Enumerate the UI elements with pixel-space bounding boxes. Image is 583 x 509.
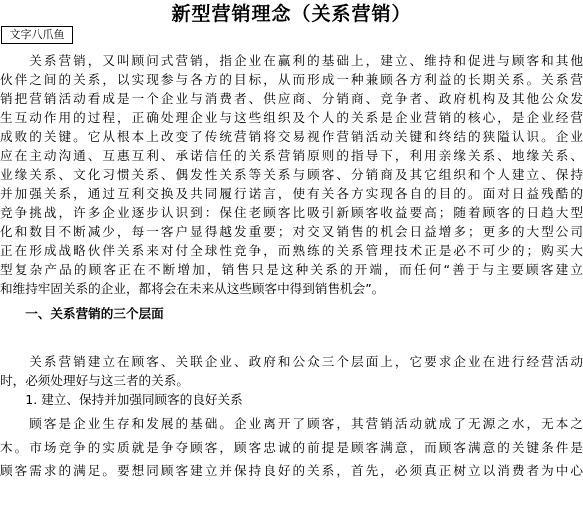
paragraph-line: 并加强关系，通过互利交换及共同履行诺言，使有关各方实现各自的目的。面对日益残酷的 xyxy=(0,186,583,201)
paragraph-line: 化和数目不断减少，每一客户显得越发重要；对交叉销售的机会日益增多；更多的大型公司 xyxy=(0,224,583,239)
paragraph-line: 和维持牢固关系的企业，都将会在未来从这些顾客中得到销售机会”。 xyxy=(0,281,385,296)
paragraph-line: 关系营销建立在顾客、关联企业、政府和公众三个层面上，它要求企业在进行经营活动 xyxy=(0,354,583,369)
paragraph-line: 竞争挑战，许多企业逐步认识到：保住老顾客比吸引新顾客收益要高；随着顾客的日趋大型 xyxy=(0,205,583,220)
paragraph-line: 正在形成战略伙伴关系来对付全球性竞争，而熟练的关系管理技术正是必不可少的；购买大 xyxy=(0,243,583,258)
paragraph-line: 顾客是企业生存和发展的基础。企业离开了顾客，其营销活动就成了无源之水，无本之 xyxy=(0,416,583,431)
subsection-heading: 1. 建立、保持并加强同顾客的良好关系 xyxy=(0,392,243,407)
source-tag: 文字八爪鱼 xyxy=(1,26,73,44)
paragraph-line: 关系营销，又叫顾问式营销，指企业在赢利的基础上，建立、维持和促进与顾客和其他 xyxy=(0,53,583,68)
paragraph-line: 成败的关键。它从根本上改变了传统营销将交易视作营销活动关键和终结的狭隘认识。企业 xyxy=(0,129,583,144)
section-heading: 一、关系营销的三个层面 xyxy=(0,306,164,321)
paragraph-line: 应在主动沟通、互惠互利、承诺信任的关系营销原则的指导下，利用亲缘关系、地缘关系、 xyxy=(0,148,583,163)
paragraph-line: 型复杂产品的顾客正在不断增加，销售只是这种关系的开端，而任何“善于与主要顾客建立 xyxy=(0,262,583,277)
paragraph-line: 时，必须处理好与这三者的关系。 xyxy=(0,373,189,388)
paragraph-line: 顾客需求的满足。要想同顾客建立并保持良好的关系，首先，必须真正树立以消费者为中心 xyxy=(0,463,583,478)
paragraph-line: 木。市场竞争的实质就是争夺顾客，顾客忠诚的前提是顾客满意，而顾客满意的关键条件是 xyxy=(0,440,583,455)
paragraph-line: 伙伴之间的关系，以实现参与各方的目标，从而形成一种兼顾各方利益的长期关系。关系营 xyxy=(0,72,583,87)
paragraph-line: 业缘关系、文化习惯关系、偶发性关系等关系与顾客、分销商及其它组织和个人建立、保持 xyxy=(0,167,583,182)
page-title: 新型营销理念（关系营销） xyxy=(171,3,412,25)
paragraph-line: 生互动作用的过程，正确处理企业与这些组织及个人的关系是企业营销的核心，是企业经营 xyxy=(0,110,583,125)
paragraph-line: 销把营销活动看成是一个企业与消费者、供应商、分销商、竞争者、政府机构及其他公众发 xyxy=(0,91,583,106)
